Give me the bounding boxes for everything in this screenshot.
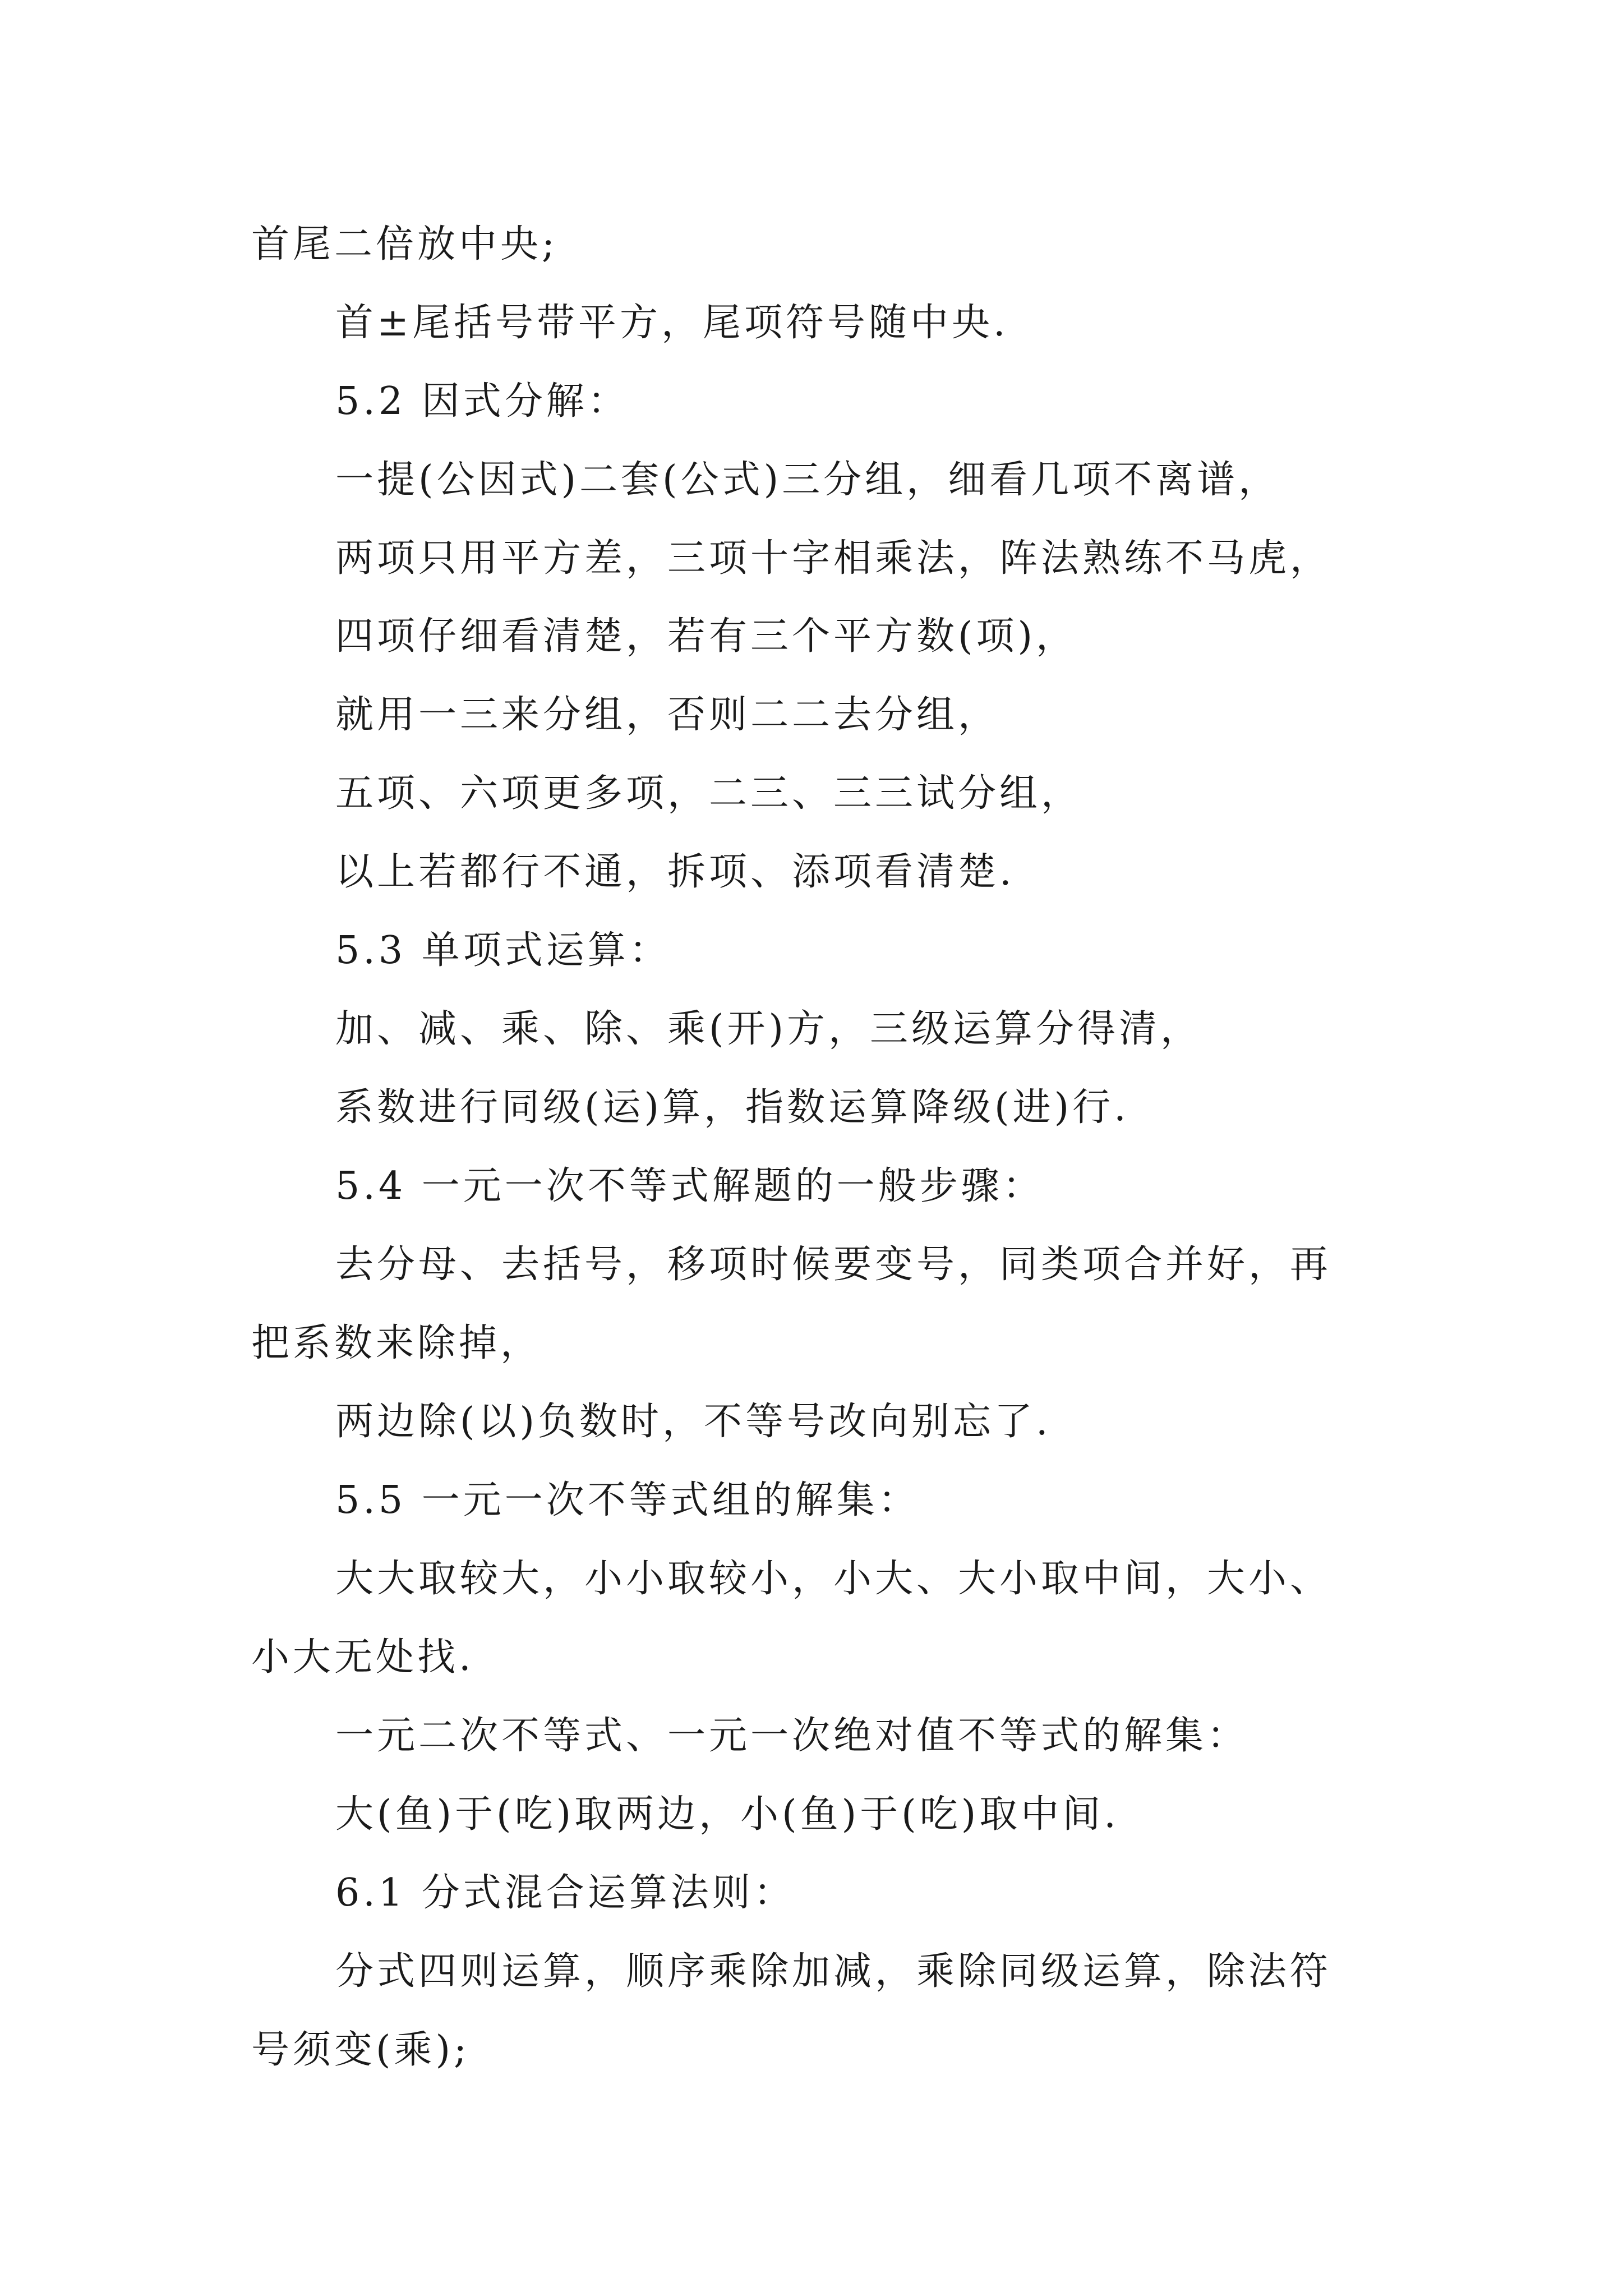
text-line: 一提(公因式)二套(公式)三分组，细看几项不离谱， [335,458,1280,502]
section-heading: 5.5 一元一次不等式组的解集： [335,1478,920,1522]
text-line: 以上若都行不通，拆项、添项看清楚. [335,850,1015,894]
section-heading: 6.1 分式混合运算法则： [335,1871,795,1915]
text-line: 去分母、去括号，移项时候要变号，同类项合并好，再 [335,1243,1332,1287]
text-line: 大大取较大，小小取较小，小大、大小取中间，大小、 [335,1557,1332,1601]
section-heading: 5.4 一元一次不等式解题的一般步骤： [335,1164,1044,1208]
text-line: 系数进行同级(运)算，指数运算降级(进)行. [335,1085,1129,1130]
text-line: 大(鱼)于(吃)取两边，小(鱼)于(吃)取中间. [335,1792,1119,1837]
text-line: 号须变(乘); [251,2028,470,2072]
text-line: 首±尾括号带平方，尾项符号随中央. [335,301,1009,345]
text-line: 分式四则运算，顺序乘除加减，乘除同级运算，除法符 [335,1949,1332,1994]
section-heading: 5.2 因式分解： [335,379,629,424]
text-line: 一元二次不等式、一元一次绝对值不等式的解集： [335,1714,1249,1758]
text-line: 四项仔细看清楚，若有三个平方数(项)， [335,614,1078,659]
text-line: 首尾二倍放中央; [251,222,558,266]
text-line: 两项只用平方差，三项十字相乘法，阵法熟练不马虎， [335,536,1332,581]
text-line: 把系数来除掉， [251,1321,542,1365]
text-line: 就用一三来分组，否则二二去分组， [335,693,1000,737]
text-line: 小大无处找. [251,1635,474,1680]
text-line: 两边除(以)负数时，不等号改向别忘了. [335,1400,1052,1444]
text-line: 加、减、乘、除、乘(开)方，三级运算分得清， [335,1007,1202,1051]
text-line: 五项、六项更多项，二三、三三试分组， [335,771,1083,816]
section-heading: 5.3 单项式运算： [335,928,671,973]
